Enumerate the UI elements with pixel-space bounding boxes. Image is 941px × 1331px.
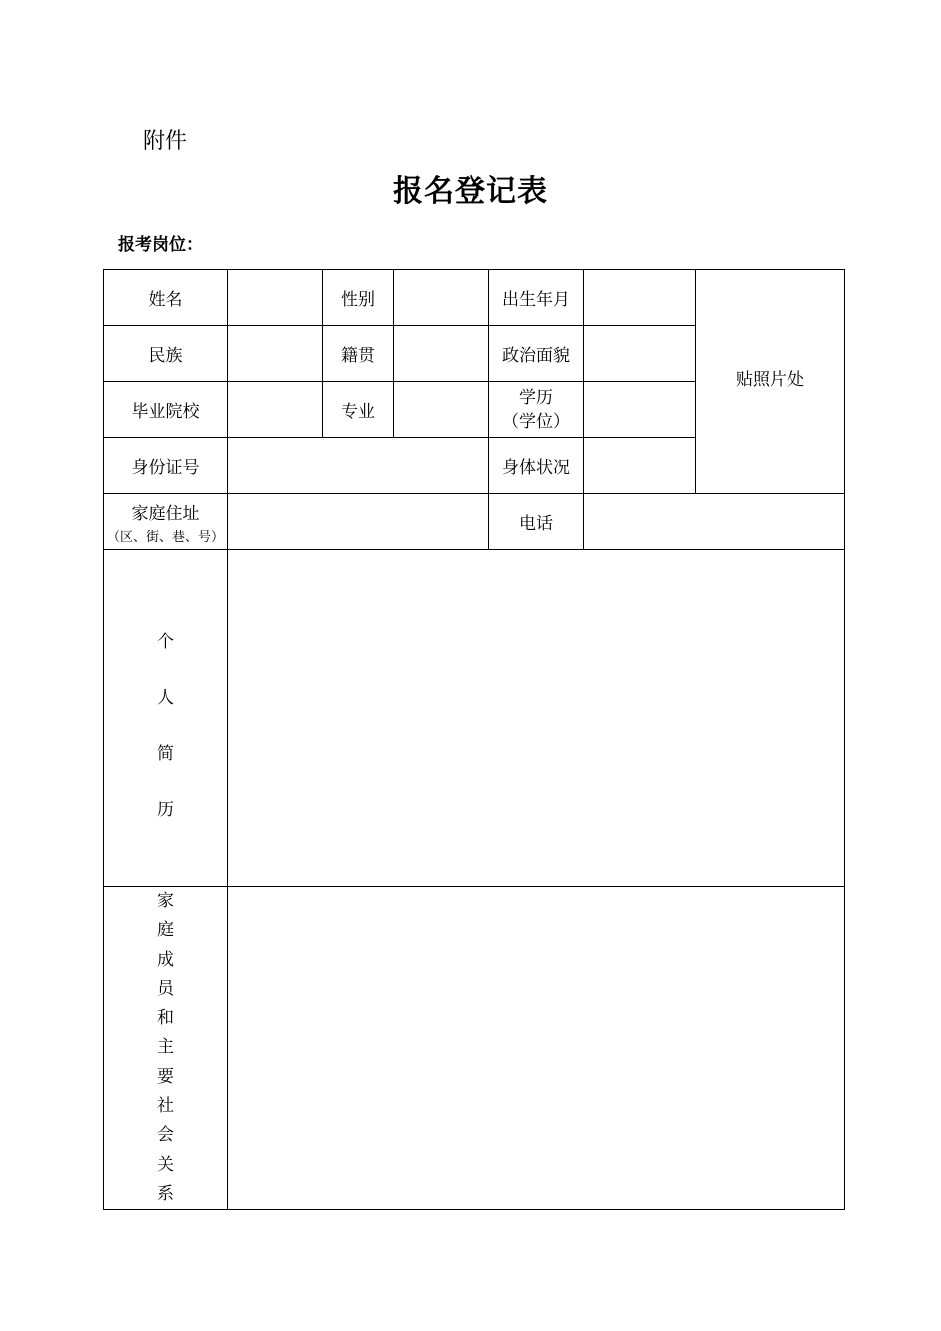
- position-label: 报考岗位：: [118, 235, 203, 255]
- resume-label: [104, 550, 228, 887]
- birth-field[interactable]: [584, 270, 696, 326]
- native-place-field[interactable]: [394, 326, 489, 382]
- resume-char: 个: [157, 632, 174, 652]
- address-label: [104, 494, 228, 550]
- resume-char: 历: [157, 800, 174, 820]
- health-label: 身体状况: [489, 438, 584, 494]
- phone-field[interactable]: [584, 494, 845, 550]
- family-char: 关: [157, 1154, 174, 1175]
- name-label: 姓名: [104, 270, 228, 326]
- gender-field[interactable]: [394, 270, 489, 326]
- school-field[interactable]: [228, 382, 323, 438]
- ethnicity-label: 民族: [104, 326, 228, 382]
- address-note: （区、街、巷、号）: [106, 529, 224, 545]
- resume-field[interactable]: [228, 550, 845, 887]
- phone-label: 电话: [489, 494, 584, 550]
- school-label: 毕业院校: [104, 382, 228, 438]
- family-char: 和: [157, 1008, 174, 1029]
- family-char: 成: [157, 949, 174, 970]
- family-label: [104, 887, 228, 1210]
- political-status-field[interactable]: [584, 326, 696, 382]
- attachment-label: 附件: [143, 129, 188, 154]
- major-field[interactable]: [394, 382, 489, 438]
- family-char: 庭: [157, 920, 174, 941]
- name-field[interactable]: [228, 270, 323, 326]
- family-char: 社: [157, 1096, 174, 1117]
- major-label: 专业: [323, 382, 394, 438]
- education-field[interactable]: [584, 382, 696, 438]
- address-text: 家庭住址: [131, 503, 200, 524]
- id-label: 身份证号: [104, 438, 228, 494]
- health-field[interactable]: [584, 438, 696, 494]
- resume-char: 简: [157, 744, 174, 764]
- gender-label: 性别: [323, 270, 394, 326]
- birth-label: 出生年月: [489, 270, 584, 326]
- resume-char: 人: [157, 688, 174, 708]
- ethnicity-field[interactable]: [228, 326, 323, 382]
- education-label: [489, 382, 584, 438]
- registration-table: [103, 269, 845, 1210]
- family-char: 要: [157, 1066, 174, 1087]
- family-char: 主: [157, 1037, 174, 1058]
- family-char: 员: [157, 978, 174, 999]
- family-char: 家: [157, 891, 174, 911]
- degree-text: （学位）: [502, 411, 570, 432]
- id-field[interactable]: [228, 438, 489, 494]
- photo-area[interactable]: 贴照片处: [696, 270, 845, 494]
- education-text: 学历: [519, 387, 553, 408]
- political-status-label: 政治面貌: [489, 326, 584, 382]
- page-title: 报名登记表: [393, 174, 548, 209]
- family-char: 会: [157, 1125, 174, 1146]
- native-place-label: 籍贯: [323, 326, 394, 382]
- address-field[interactable]: [228, 494, 489, 550]
- family-char: 系: [157, 1183, 174, 1204]
- family-field[interactable]: [228, 887, 845, 1210]
